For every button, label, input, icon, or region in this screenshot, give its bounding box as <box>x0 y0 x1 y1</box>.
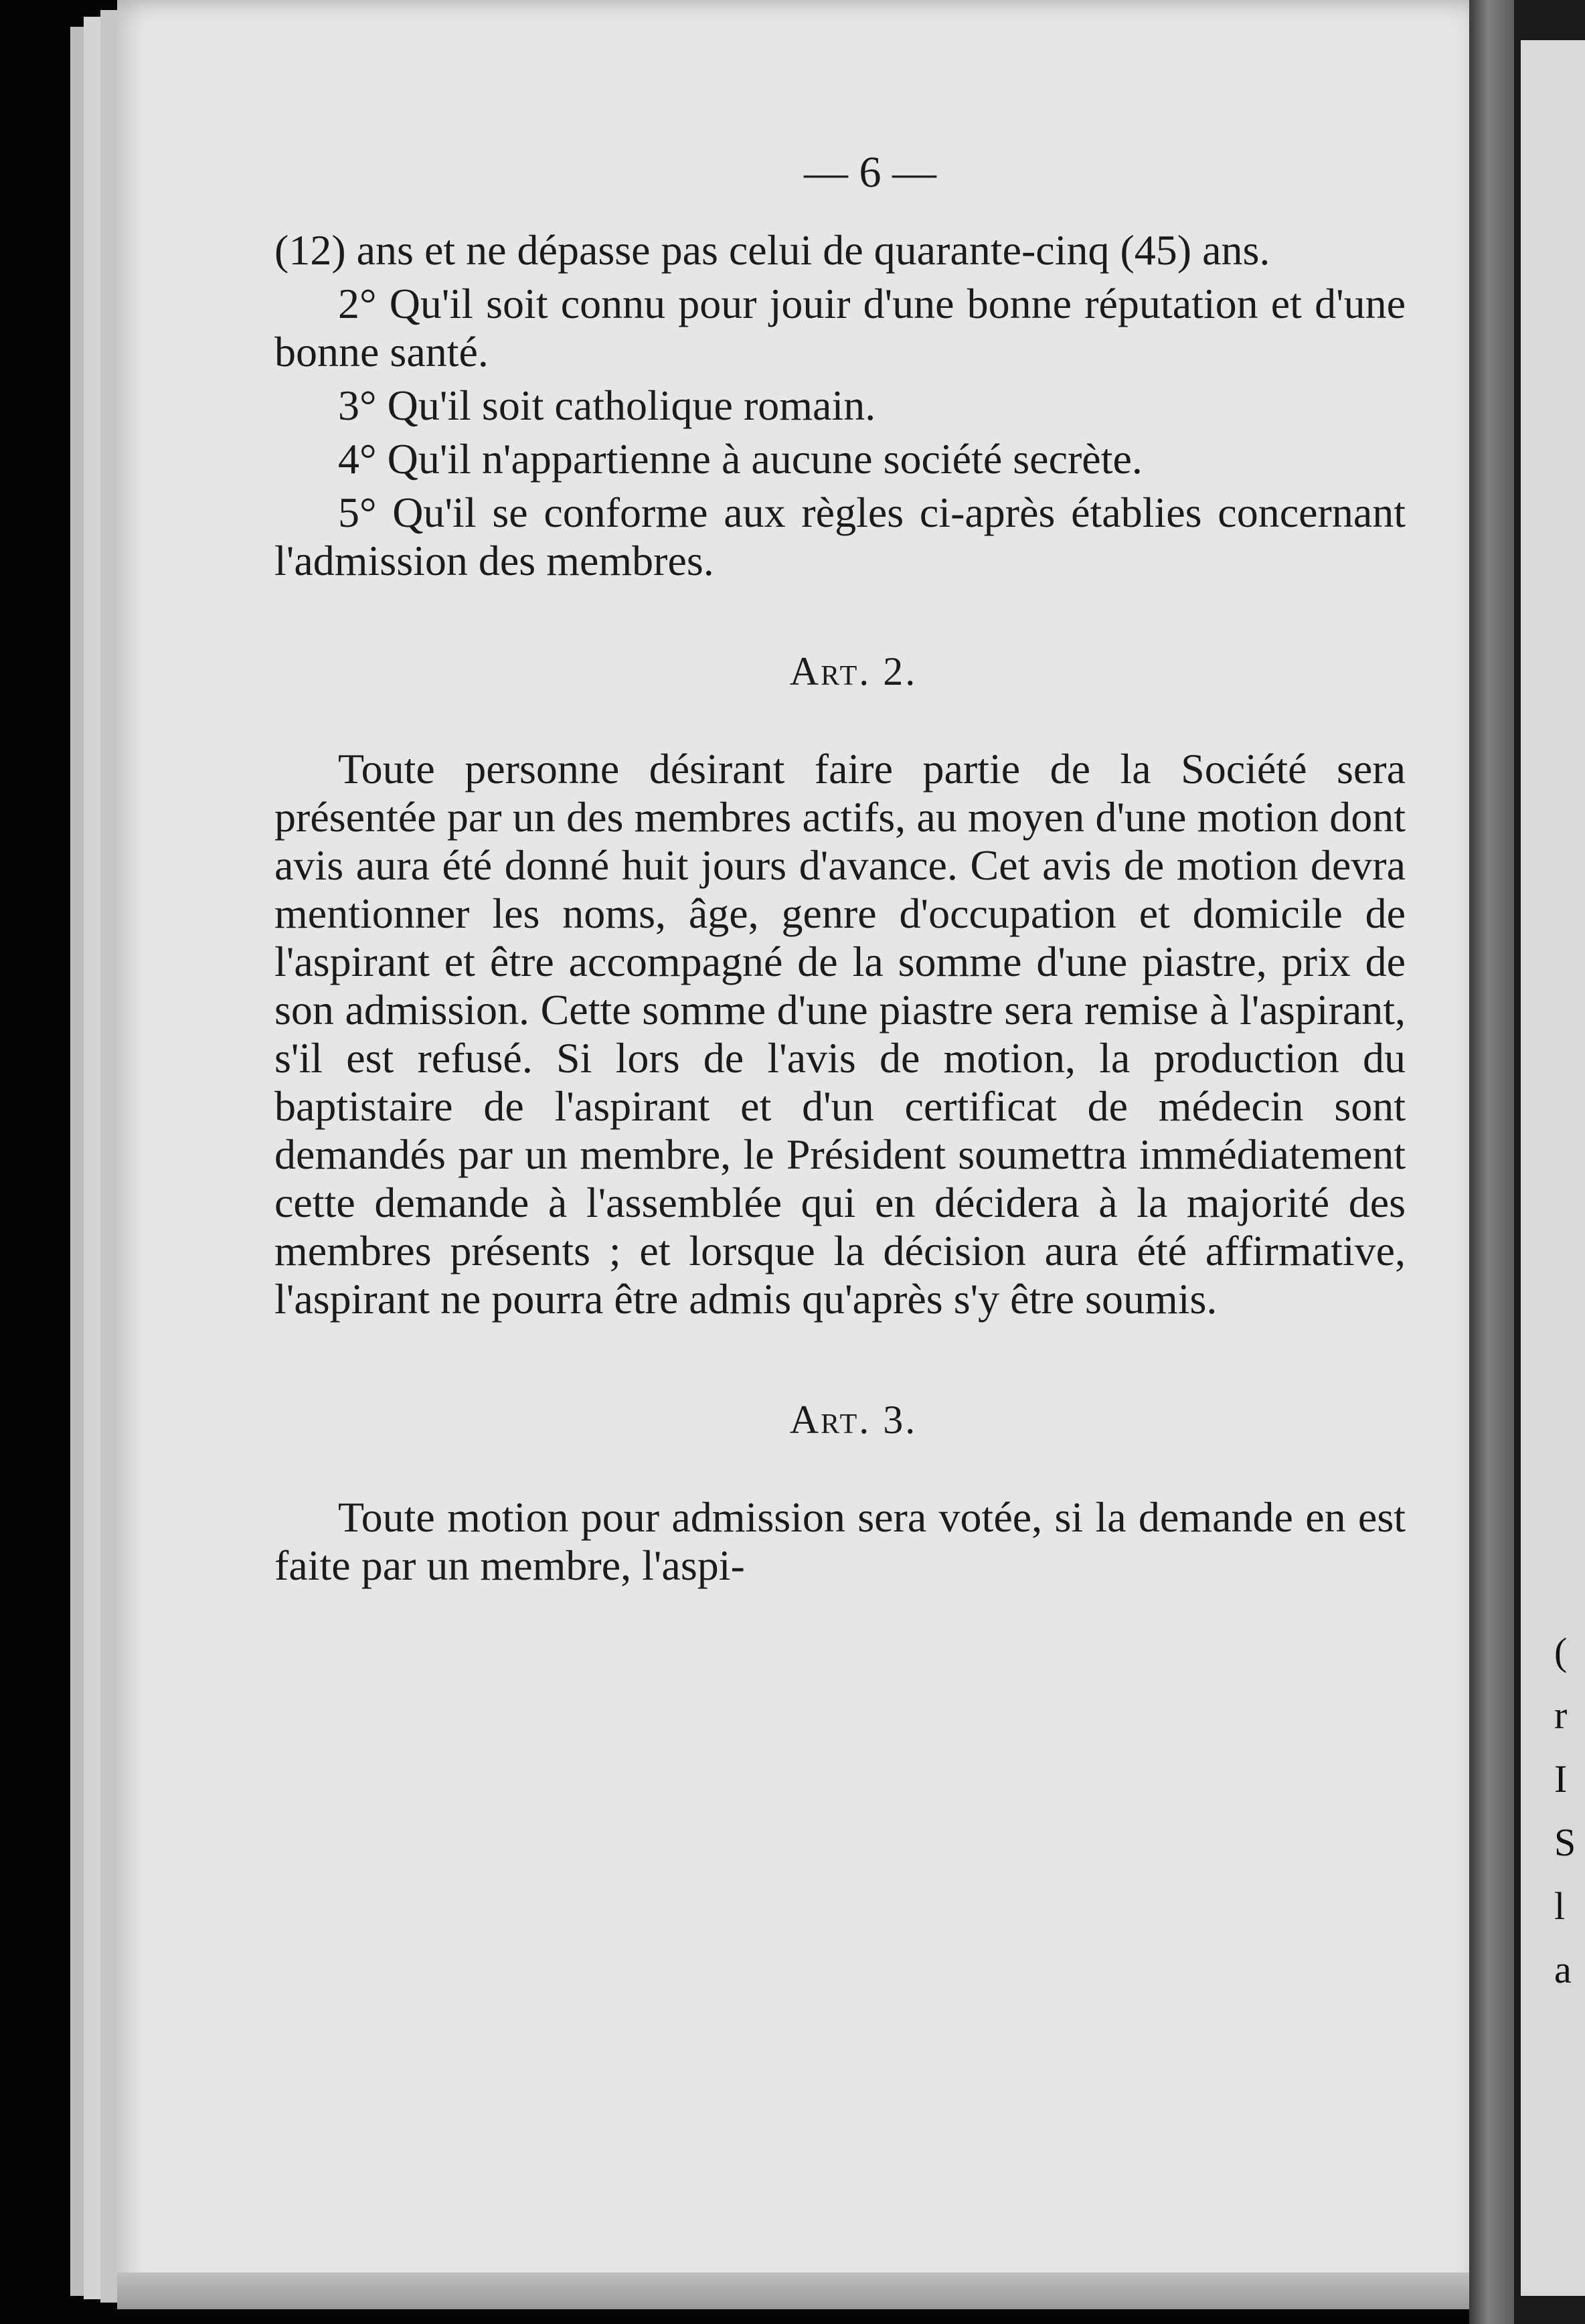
continuation-paragraph: (12) ans et ne dépasse pas celui de quarante-cinq (45) ans. <box>274 226 1270 274</box>
condition-item: 4° Qu'il n'appartienne à aucune société secrète. <box>338 435 1143 483</box>
article-heading: Art. 3. <box>789 1398 918 1442</box>
condition-item: 5° Qu'il se conforme aux règles ci-après établies concernant l'admission des membres. <box>274 489 1406 584</box>
next-page-sliver <box>1521 40 1585 2296</box>
glyph: ( <box>1554 1630 1568 1673</box>
glyph: I <box>1554 1757 1568 1801</box>
book-gutter <box>1469 0 1516 2324</box>
glyph: a <box>1554 1948 1572 1991</box>
glyph: r <box>1554 1693 1568 1737</box>
glyph: l <box>1554 1884 1566 1928</box>
condition-item: 2° Qu'il soit connu pour jouir d'une bonne réputation et d'une bonne santé. <box>274 280 1406 376</box>
glyph: S <box>1554 1821 1576 1864</box>
article-text: Toute motion pour admission sera votée, si la demande en est faite par un membre, l'aspi- <box>274 1493 1406 1589</box>
condition-item: 3° Qu'il soit catholique romain. <box>338 382 876 429</box>
article-text: Toute personne désirant faire partie de la Société sera présentée par un des membres actifs, au moyen d'une motion dont avis aura été donné huit jours d'avance. Cet avis de motion devra mentionner les noms, âge, genre d'occupation et domicile de l'aspirant et être accompagné de la somme d'une piastre, prix de son admission. Cette somme d'une piastre sera remise à l'aspirant, s'il est refusé. Si lors de l'avis de motion, la production du baptistaire de l'aspirant et d'un certificat de médecin sont demandés par un membre, le Président soumettra immédiatement cette demande à l'assemblée qui en décidera à la majorité des membres présents ; et lorsque la décision aura été affirmative, l'aspirant ne pourra être admis qu'après s'y être soumis. <box>274 745 1406 1323</box>
article-heading: Art. 2. <box>789 649 918 693</box>
page-content <box>274 147 1406 1590</box>
next-page-glyphs <box>1554 1620 1581 2001</box>
page-bottom-edge <box>117 2272 1496 2309</box>
next-page-edge <box>1514 0 1585 2324</box>
page-number: — 6 — <box>804 148 936 197</box>
